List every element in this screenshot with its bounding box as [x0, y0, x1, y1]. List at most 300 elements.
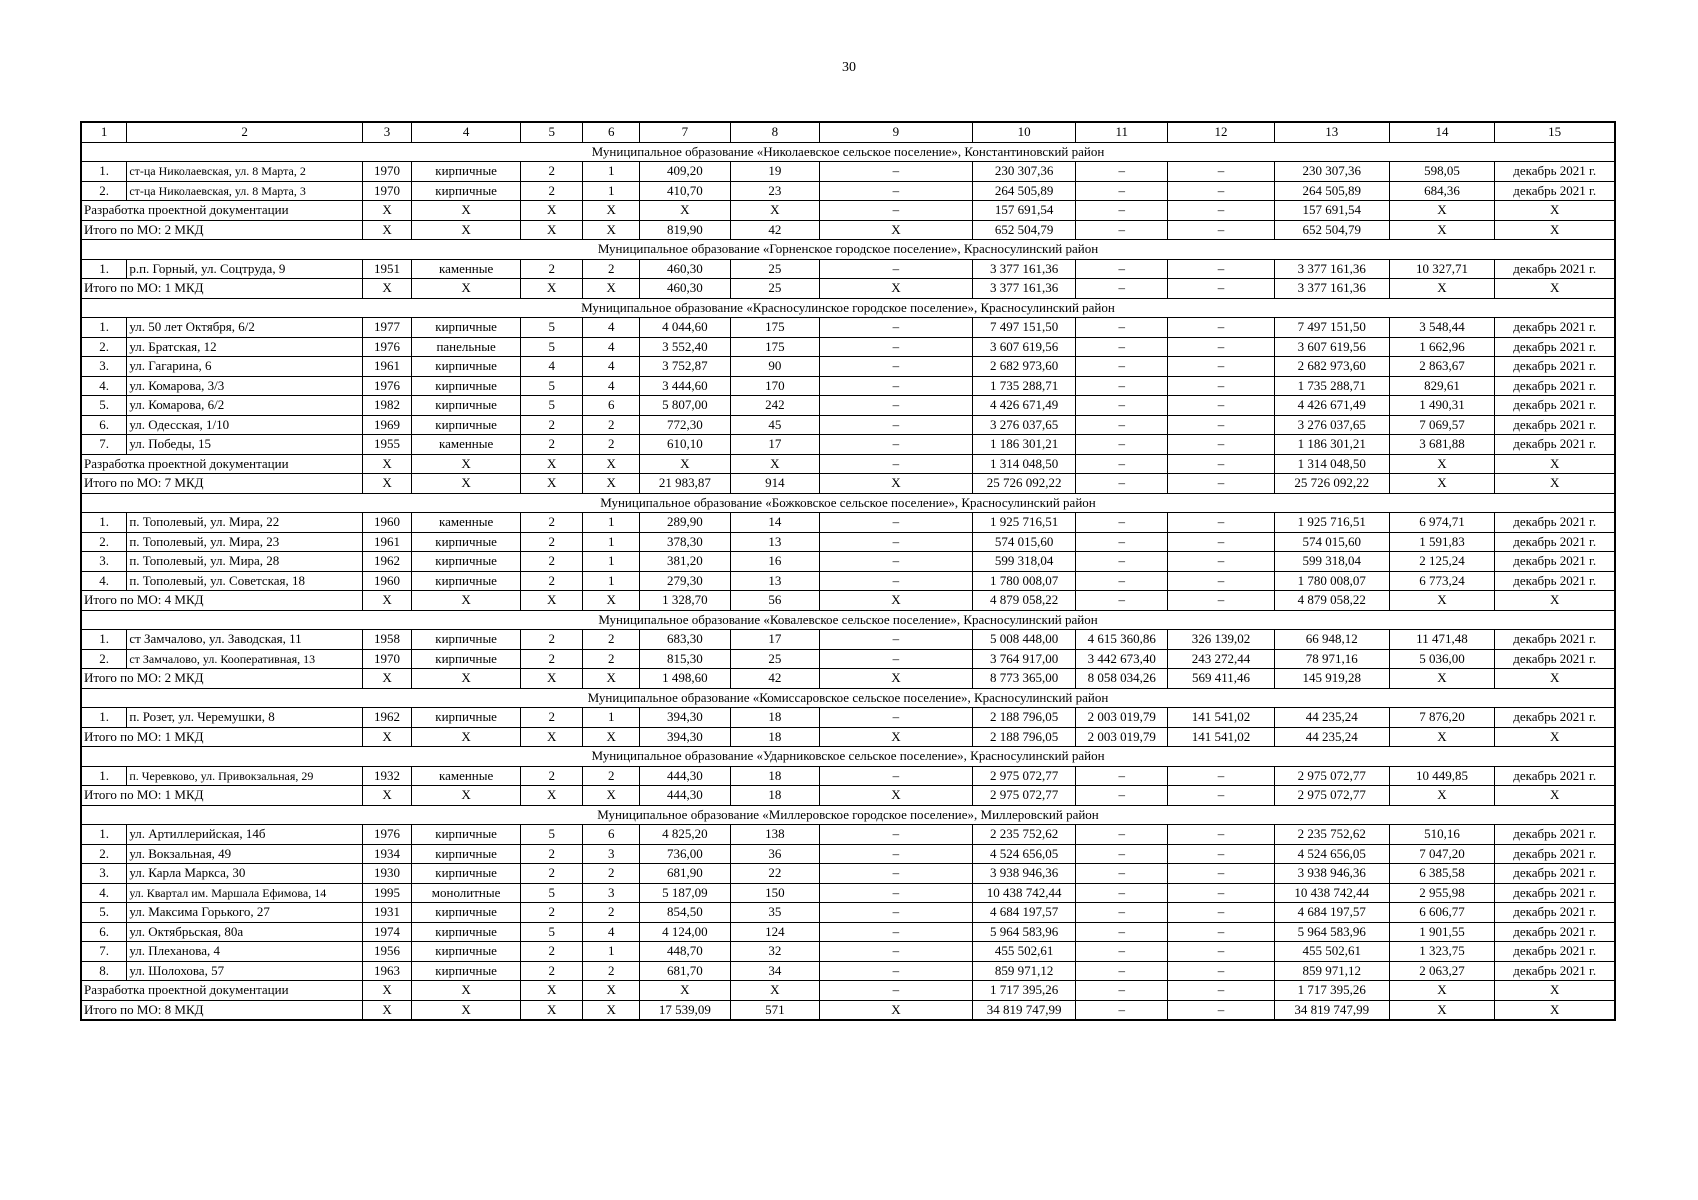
table-cell: X — [521, 786, 583, 806]
table-cell: – — [1168, 922, 1275, 942]
table-cell: 124 — [730, 922, 819, 942]
table-cell: – — [1168, 552, 1275, 572]
address-cell: р.п. Горный, ул. Соцтруда, 9 — [127, 259, 363, 279]
table-cell: 1 314 048,50 — [1274, 454, 1389, 474]
table-cell: 25 — [730, 259, 819, 279]
table-cell: декабрь 2021 г. — [1495, 552, 1615, 572]
table-cell: 1951 — [362, 259, 411, 279]
table-cell: 13 — [730, 532, 819, 552]
table-cell: 4 — [583, 318, 640, 338]
table-cell: 5 964 583,96 — [1274, 922, 1389, 942]
address-cell: ул. 50 лет Октября, 6/2 — [127, 318, 363, 338]
table-cell: – — [1168, 942, 1275, 962]
table-cell: 2 — [521, 532, 583, 552]
table-cell: 2 — [521, 649, 583, 669]
table-cell: – — [820, 922, 973, 942]
table-cell: 1982 — [362, 396, 411, 416]
table-cell: X — [1495, 474, 1615, 494]
municipality-title: Муниципальное образование «Николаевское сельское поселение», Константиновский район — [81, 142, 1615, 162]
table-cell: X — [583, 1000, 640, 1020]
summary-label: Итого по МО: 2 МКД — [81, 669, 362, 689]
table-cell: 1932 — [362, 766, 411, 786]
table-cell: – — [820, 649, 973, 669]
address-cell: ул. Шолохова, 57 — [127, 961, 363, 981]
summary-row — [81, 786, 1615, 806]
table-cell: 5 — [521, 922, 583, 942]
table-row — [81, 903, 1615, 923]
summary-row — [81, 279, 1615, 299]
table-cell: кирпичные — [412, 532, 521, 552]
table-cell: X — [820, 727, 973, 747]
table-cell: 2 — [583, 435, 640, 455]
table-row — [81, 571, 1615, 591]
table-row — [81, 766, 1615, 786]
table-cell: – — [1168, 766, 1275, 786]
table-cell: – — [1076, 786, 1168, 806]
table-cell: 1 — [583, 513, 640, 533]
table-cell: 17 539,09 — [640, 1000, 731, 1020]
table-cell: X — [1389, 220, 1495, 240]
table-cell: 34 819 747,99 — [1274, 1000, 1389, 1020]
address-cell: ст-ца Николаевская, ул. 8 Марта, 3 — [127, 181, 363, 201]
summary-row — [81, 727, 1615, 747]
table-cell: 1 717 395,26 — [972, 981, 1076, 1001]
table-cell: X — [583, 727, 640, 747]
table-cell: 18 — [730, 766, 819, 786]
table-cell: X — [362, 591, 411, 611]
table-cell: 2 003 019,79 — [1076, 708, 1168, 728]
table-cell: 574 015,60 — [972, 532, 1076, 552]
table-cell: кирпичные — [412, 181, 521, 201]
table-cell: X — [362, 220, 411, 240]
table-cell: – — [820, 708, 973, 728]
row-number: 5. — [81, 396, 127, 416]
table-cell: 5 — [521, 337, 583, 357]
table-cell: X — [362, 727, 411, 747]
table-cell: 8 058 034,26 — [1076, 669, 1168, 689]
table-cell: 2 188 796,05 — [972, 708, 1076, 728]
table-cell: декабрь 2021 г. — [1495, 162, 1615, 182]
table-cell: 175 — [730, 337, 819, 357]
table-cell: – — [820, 825, 973, 845]
table-cell: 599 318,04 — [1274, 552, 1389, 572]
table-cell: 598,05 — [1389, 162, 1495, 182]
table-cell: 19 — [730, 162, 819, 182]
table-cell: 914 — [730, 474, 819, 494]
table-cell: 4 — [583, 357, 640, 377]
row-number: 6. — [81, 922, 127, 942]
table-cell: X — [1389, 201, 1495, 221]
row-number: 4. — [81, 376, 127, 396]
table-cell: 1 717 395,26 — [1274, 981, 1389, 1001]
row-number: 3. — [81, 357, 127, 377]
table-cell: X — [1389, 727, 1495, 747]
table-cell: 138 — [730, 825, 819, 845]
table-cell: – — [1168, 864, 1275, 884]
table-cell: 1 — [583, 532, 640, 552]
table-cell: – — [1168, 981, 1275, 1001]
table-cell: 10 449,85 — [1389, 766, 1495, 786]
table-cell: 2 — [583, 630, 640, 650]
table-cell: 44 235,24 — [1274, 727, 1389, 747]
summary-label: Итого по МО: 7 МКД — [81, 474, 362, 494]
address-cell: п. Тополевый, ул. Мира, 22 — [127, 513, 363, 533]
table-cell: 5 — [521, 883, 583, 903]
row-number: 2. — [81, 649, 127, 669]
table-cell: кирпичные — [412, 649, 521, 669]
table-cell: 3 552,40 — [640, 337, 731, 357]
table-cell: – — [820, 318, 973, 338]
row-number: 1. — [81, 162, 127, 182]
table-cell: – — [1168, 318, 1275, 338]
address-cell: п. Розет, ул. Черемушки, 8 — [127, 708, 363, 728]
table-cell: кирпичные — [412, 162, 521, 182]
municipality-title: Муниципальное образование «Ударниковское сельское поселение», Красносулинский район — [81, 747, 1615, 767]
table-cell: X — [412, 591, 521, 611]
table-row — [81, 649, 1615, 669]
row-number: 1. — [81, 513, 127, 533]
table-cell: X — [521, 220, 583, 240]
table-cell: 4 825,20 — [640, 825, 731, 845]
section-header-row — [81, 240, 1615, 260]
table-cell: декабрь 2021 г. — [1495, 766, 1615, 786]
summary-row — [81, 1000, 1615, 1020]
table-cell: 2 — [521, 162, 583, 182]
table-cell: 571 — [730, 1000, 819, 1020]
table-cell: X — [1495, 727, 1615, 747]
table-cell: – — [1076, 942, 1168, 962]
address-cell: ул. Плеханова, 4 — [127, 942, 363, 962]
table-cell: 6 385,58 — [1389, 864, 1495, 884]
table-cell: 4 524 656,05 — [972, 844, 1076, 864]
table-cell: 378,30 — [640, 532, 731, 552]
table-cell: декабрь 2021 г. — [1495, 649, 1615, 669]
table-cell: декабрь 2021 г. — [1495, 708, 1615, 728]
table-cell: 510,16 — [1389, 825, 1495, 845]
table-row — [81, 337, 1615, 357]
table-row — [81, 415, 1615, 435]
table-cell: X — [521, 279, 583, 299]
table-cell: кирпичные — [412, 942, 521, 962]
column-header: 10 — [972, 122, 1076, 142]
table-cell: 4 615 360,86 — [1076, 630, 1168, 650]
row-number: 4. — [81, 883, 127, 903]
table-cell: 150 — [730, 883, 819, 903]
table-cell: панельные — [412, 337, 521, 357]
table-cell: 2 — [521, 903, 583, 923]
table-cell: – — [820, 844, 973, 864]
table-cell: 854,50 — [640, 903, 731, 923]
table-cell: 4 524 656,05 — [1274, 844, 1389, 864]
table-cell: 243 272,44 — [1168, 649, 1275, 669]
table-cell: 6 — [583, 825, 640, 845]
table-cell: – — [1076, 825, 1168, 845]
table-cell: – — [820, 454, 973, 474]
municipality-title: Муниципальное образование «Божковское сельское поселение», Красносулинский район — [81, 493, 1615, 513]
table-cell: – — [820, 630, 973, 650]
table-cell: – — [1076, 318, 1168, 338]
table-cell: 652 504,79 — [1274, 220, 1389, 240]
table-cell: 1 323,75 — [1389, 942, 1495, 962]
table-cell: декабрь 2021 г. — [1495, 435, 1615, 455]
summary-label: Итого по МО: 1 МКД — [81, 727, 362, 747]
table-cell: 36 — [730, 844, 819, 864]
table-cell: 394,30 — [640, 708, 731, 728]
table-cell: – — [1168, 220, 1275, 240]
table-cell: X — [521, 727, 583, 747]
column-header: 5 — [521, 122, 583, 142]
table-cell: X — [521, 454, 583, 474]
table-cell: декабрь 2021 г. — [1495, 922, 1615, 942]
table-cell: 2 — [521, 181, 583, 201]
table-cell: 141 541,02 — [1168, 727, 1275, 747]
table-cell: 6 773,24 — [1389, 571, 1495, 591]
table-cell: 2 — [583, 961, 640, 981]
table-cell: 2 — [521, 942, 583, 962]
table-cell: декабрь 2021 г. — [1495, 357, 1615, 377]
address-cell: ул. Комарова, 3/3 — [127, 376, 363, 396]
table-cell: 175 — [730, 318, 819, 338]
table-cell: 460,30 — [640, 279, 731, 299]
table-cell: 6 606,77 — [1389, 903, 1495, 923]
table-cell: 10 327,71 — [1389, 259, 1495, 279]
table-cell: 2 125,24 — [1389, 552, 1495, 572]
table-cell: 66 948,12 — [1274, 630, 1389, 650]
table-cell: декабрь 2021 г. — [1495, 630, 1615, 650]
table-cell: X — [412, 786, 521, 806]
table-cell: 1 — [583, 552, 640, 572]
table-cell: 444,30 — [640, 766, 731, 786]
table-cell: 7 497 151,50 — [1274, 318, 1389, 338]
table-cell: 5 807,00 — [640, 396, 731, 416]
address-cell: ул. Карла Маркса, 30 — [127, 864, 363, 884]
table-cell: X — [1389, 279, 1495, 299]
summary-row — [81, 981, 1615, 1001]
table-cell: 1970 — [362, 181, 411, 201]
row-number: 3. — [81, 552, 127, 572]
address-cell: ст Замчалово, ул. Заводская, 11 — [127, 630, 363, 650]
table-cell: каменные — [412, 766, 521, 786]
table-cell: X — [640, 981, 731, 1001]
table-cell: 242 — [730, 396, 819, 416]
table-cell: X — [1389, 786, 1495, 806]
table-cell: 859 971,12 — [972, 961, 1076, 981]
table-cell: X — [1495, 201, 1615, 221]
table-cell: кирпичные — [412, 864, 521, 884]
table-row — [81, 864, 1615, 884]
table-cell: 170 — [730, 376, 819, 396]
row-number: 5. — [81, 903, 127, 923]
table-cell: 1955 — [362, 435, 411, 455]
table-cell: 141 541,02 — [1168, 708, 1275, 728]
column-header: 11 — [1076, 122, 1168, 142]
table-row — [81, 844, 1615, 864]
table-cell: 3 607 619,56 — [972, 337, 1076, 357]
summary-label: Разработка проектной документации — [81, 454, 362, 474]
table-cell: X — [412, 669, 521, 689]
table-cell: 2 863,67 — [1389, 357, 1495, 377]
table-cell: 1960 — [362, 571, 411, 591]
table-cell: – — [1076, 337, 1168, 357]
table-row — [81, 396, 1615, 416]
table-cell: 736,00 — [640, 844, 731, 864]
table-cell: 25 — [730, 279, 819, 299]
table-cell: 23 — [730, 181, 819, 201]
table-cell: X — [1495, 279, 1615, 299]
table-cell: 1 735 288,71 — [1274, 376, 1389, 396]
table-cell: X — [640, 201, 731, 221]
table-cell: X — [412, 474, 521, 494]
table-cell: 3 — [583, 844, 640, 864]
table-cell: X — [412, 279, 521, 299]
column-header: 2 — [127, 122, 363, 142]
table-cell: 1 498,60 — [640, 669, 731, 689]
table-cell: 1931 — [362, 903, 411, 923]
address-cell: п. Тополевый, ул. Советская, 18 — [127, 571, 363, 591]
table-cell: – — [1076, 435, 1168, 455]
table-cell: 1970 — [362, 649, 411, 669]
table-cell: X — [412, 454, 521, 474]
table-cell: 42 — [730, 669, 819, 689]
table-cell: – — [1076, 454, 1168, 474]
table-cell: – — [1076, 981, 1168, 1001]
table-cell: 5 — [521, 376, 583, 396]
table-cell: 3 607 619,56 — [1274, 337, 1389, 357]
table-cell: 4 879 058,22 — [1274, 591, 1389, 611]
table-cell: 6 974,71 — [1389, 513, 1495, 533]
table-cell: 5 964 583,96 — [972, 922, 1076, 942]
table-cell: 4 426 671,49 — [1274, 396, 1389, 416]
table-cell: X — [1389, 591, 1495, 611]
table-cell: – — [1076, 766, 1168, 786]
table-cell: X — [412, 220, 521, 240]
table-cell: – — [820, 337, 973, 357]
table-cell: X — [1389, 474, 1495, 494]
table-cell: 3 752,87 — [640, 357, 731, 377]
summary-row — [81, 669, 1615, 689]
table-cell: 2 188 796,05 — [972, 727, 1076, 747]
table-row — [81, 318, 1615, 338]
table-cell: 2 — [521, 415, 583, 435]
table-cell: 455 502,61 — [972, 942, 1076, 962]
table-cell: 157 691,54 — [1274, 201, 1389, 221]
table-cell: кирпичные — [412, 552, 521, 572]
table-cell: 42 — [730, 220, 819, 240]
table-cell: 1962 — [362, 552, 411, 572]
row-number: 8. — [81, 961, 127, 981]
table-cell: 1 — [583, 181, 640, 201]
row-number: 1. — [81, 825, 127, 845]
table-cell: 2 — [521, 844, 583, 864]
table-cell: 157 691,54 — [972, 201, 1076, 221]
table-cell: кирпичные — [412, 630, 521, 650]
row-number: 1. — [81, 318, 127, 338]
table-cell: 264 505,89 — [1274, 181, 1389, 201]
table-cell: кирпичные — [412, 396, 521, 416]
column-header: 3 — [362, 122, 411, 142]
table-body — [81, 122, 1615, 1020]
table-cell: – — [820, 571, 973, 591]
table-cell: – — [820, 396, 973, 416]
table-cell: 652 504,79 — [972, 220, 1076, 240]
table-cell: 1974 — [362, 922, 411, 942]
table-cell: 409,20 — [640, 162, 731, 182]
table-cell: 3 276 037,65 — [1274, 415, 1389, 435]
header-row — [81, 122, 1615, 142]
table-cell: – — [1168, 259, 1275, 279]
table-cell: X — [362, 201, 411, 221]
table-cell: X — [820, 1000, 973, 1020]
table-cell: – — [1076, 883, 1168, 903]
section-header-row — [81, 688, 1615, 708]
table-cell: – — [1168, 474, 1275, 494]
table-cell: 772,30 — [640, 415, 731, 435]
table-cell: – — [820, 357, 973, 377]
address-cell: ул. Максима Горького, 27 — [127, 903, 363, 923]
table-cell: – — [1076, 1000, 1168, 1020]
table-row — [81, 961, 1615, 981]
table-cell: декабрь 2021 г. — [1495, 396, 1615, 416]
table-cell: – — [1168, 181, 1275, 201]
table-cell: каменные — [412, 513, 521, 533]
table-cell: 3 764 917,00 — [972, 649, 1076, 669]
table-cell: – — [820, 552, 973, 572]
table-cell: кирпичные — [412, 844, 521, 864]
table-cell: – — [1168, 396, 1275, 416]
table-cell: – — [820, 942, 973, 962]
summary-label: Итого по МО: 1 МКД — [81, 279, 362, 299]
table-cell: декабрь 2021 г. — [1495, 825, 1615, 845]
summary-label: Разработка проектной документации — [81, 201, 362, 221]
table-cell: 11 471,48 — [1389, 630, 1495, 650]
table-cell: X — [730, 454, 819, 474]
table-cell: 1 780 008,07 — [972, 571, 1076, 591]
table-cell: 1 328,70 — [640, 591, 731, 611]
table-cell: 289,90 — [640, 513, 731, 533]
summary-label: Разработка проектной документации — [81, 981, 362, 1001]
table-cell: – — [1076, 220, 1168, 240]
table-row — [81, 181, 1615, 201]
table-cell: 3 377 161,36 — [1274, 259, 1389, 279]
table-cell: 410,70 — [640, 181, 731, 201]
table-cell: 2 235 752,62 — [1274, 825, 1389, 845]
table-cell: X — [1495, 1000, 1615, 1020]
table-cell: – — [820, 181, 973, 201]
address-cell: ст-ца Николаевская, ул. 8 Марта, 2 — [127, 162, 363, 182]
table-cell: 22 — [730, 864, 819, 884]
column-header: 14 — [1389, 122, 1495, 142]
row-number: 6. — [81, 415, 127, 435]
section-header-row — [81, 142, 1615, 162]
summary-row — [81, 454, 1615, 474]
table-cell: 2 — [521, 435, 583, 455]
table-cell: 25 726 092,22 — [972, 474, 1076, 494]
table-cell: 684,36 — [1389, 181, 1495, 201]
summary-label: Итого по МО: 8 МКД — [81, 1000, 362, 1020]
table-cell: – — [1168, 435, 1275, 455]
table-cell: декабрь 2021 г. — [1495, 903, 1615, 923]
table-row — [81, 259, 1615, 279]
table-row — [81, 942, 1615, 962]
table-cell: кирпичные — [412, 903, 521, 923]
table-cell: каменные — [412, 435, 521, 455]
table-cell: – — [820, 201, 973, 221]
table-cell: X — [730, 201, 819, 221]
row-number: 4. — [81, 571, 127, 591]
table-cell: X — [521, 591, 583, 611]
summary-label: Итого по МО: 1 МКД — [81, 786, 362, 806]
table-cell: каменные — [412, 259, 521, 279]
